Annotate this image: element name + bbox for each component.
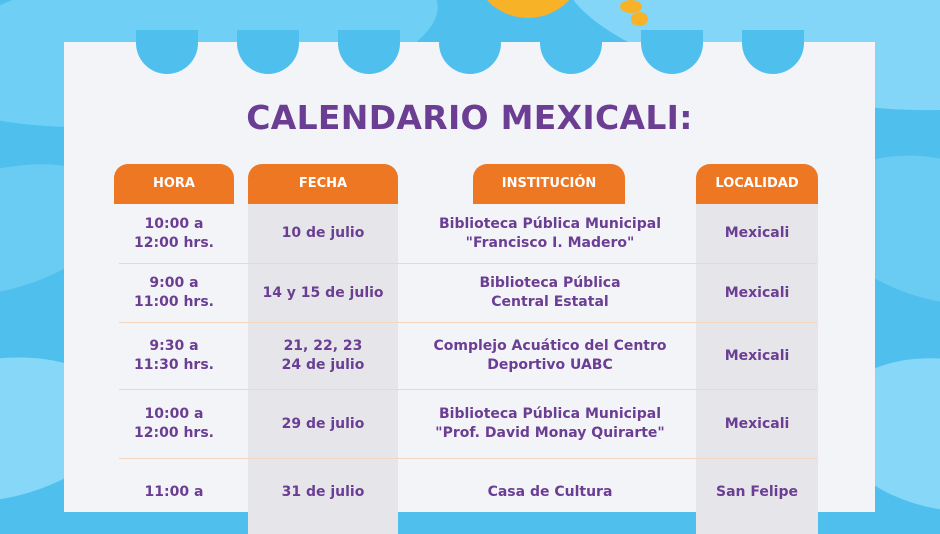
cell-institucion: Complejo Acuático del Centro Deportivo UABC xyxy=(433,338,667,373)
cell-institucion: Biblioteca Pública Municipal "Prof. David Monay Quirarte" xyxy=(435,406,665,441)
card-scallop xyxy=(439,30,501,74)
cell-hora: 10:00 a 12:00 hrs. xyxy=(134,215,214,251)
cell-hora: 9:30 a 11:30 hrs. xyxy=(134,338,214,373)
header-hora: HORA xyxy=(114,164,234,204)
cell-institucion: Casa de Cultura xyxy=(487,483,613,500)
cell-fecha: 29 de julio xyxy=(281,415,365,432)
cell-institucion: Biblioteca Pública Central Estatal xyxy=(479,275,621,310)
card-scallop xyxy=(237,30,299,74)
card-scallop xyxy=(641,30,703,74)
cell-localidad: Mexicali xyxy=(724,415,790,432)
page-title: CALENDARIO MEXICALI: xyxy=(246,98,693,137)
cell-localidad: Mexicali xyxy=(724,347,790,364)
cell-fecha: 10 de julio xyxy=(281,225,365,241)
cell-fecha: 31 de julio xyxy=(281,483,365,500)
cell-localidad: Mexicali xyxy=(724,225,790,241)
card-scallop xyxy=(742,30,804,74)
cell-localidad: San Felipe xyxy=(716,483,798,500)
card-scallop xyxy=(540,30,602,74)
card-scallop xyxy=(136,30,198,74)
cell-hora: 9:00 a 11:00 hrs. xyxy=(134,275,214,310)
cell-fecha: 14 y 15 de julio xyxy=(262,284,384,301)
sun-decoration xyxy=(472,0,584,18)
card-scallop xyxy=(338,30,400,74)
calendar-card xyxy=(64,42,875,512)
cell-localidad: Mexicali xyxy=(724,284,790,301)
sun-dot-decoration xyxy=(631,12,648,26)
header-localidad: LOCALIDAD xyxy=(696,164,818,204)
header-fecha: FECHA xyxy=(248,164,398,204)
cell-hora: 10:00 a 12:00 hrs. xyxy=(134,406,214,441)
cell-institucion: Biblioteca Pública Municipal "Francisco I. Madero" xyxy=(438,215,661,251)
header-institucion: INSTITUCIÓN xyxy=(473,164,625,204)
cell-hora: 11:00 a xyxy=(144,483,204,500)
cell-fecha: 21, 22, 23 24 de julio xyxy=(281,338,365,373)
